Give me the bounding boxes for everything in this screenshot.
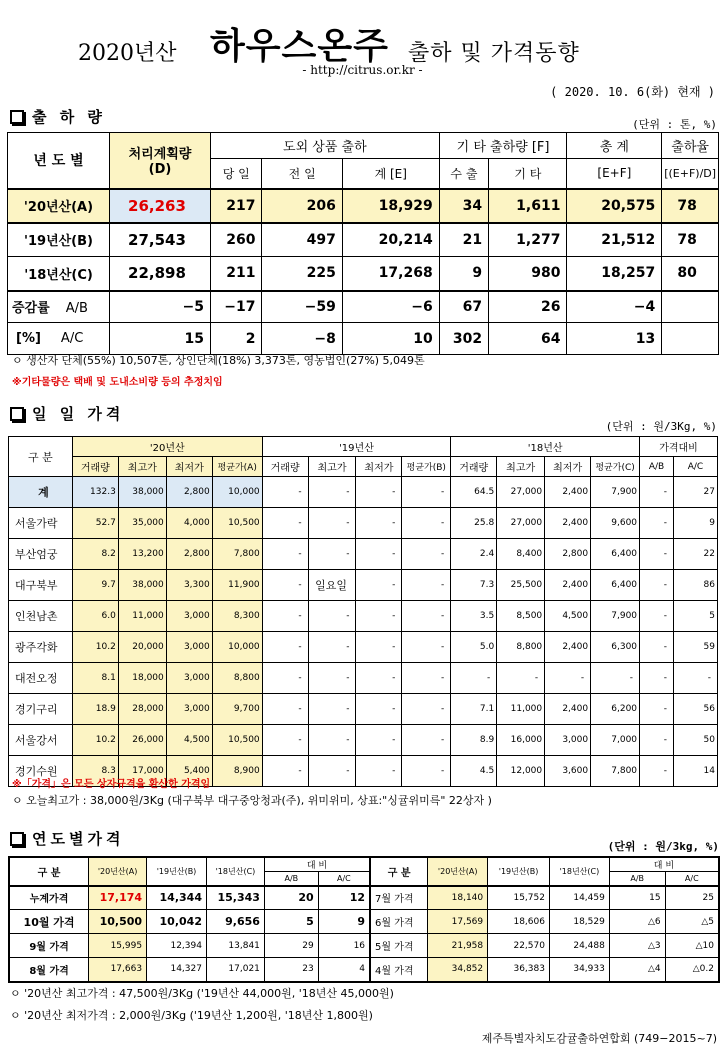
table-row: 대전오정 8.1 18,000 3,000 8,800 - - - - - - - - - - (9, 663, 718, 694)
daily-note: ㅇ 오늘최고가 : 38,000원/3Kg (대구북부 대구중앙청과(주), 위미위미, 상표:"싱귤위미륵" 22상자 ) (12, 794, 492, 807)
col-sum-sub: [E+F] (567, 159, 662, 189)
daily-note-red: ※「가격」은 모든 상자규격을 환산한 가격임 (12, 779, 211, 790)
site-url[interactable]: - http://citrus.or.kr - (302, 63, 423, 77)
col-y19: '19년산 (262, 437, 451, 457)
col-sum: 총 계 (567, 133, 662, 159)
col-compare: 가격대비 (640, 437, 718, 457)
checkbox-icon (10, 407, 24, 421)
daily-unit: (단위 : 원/3Kg, %) (605, 420, 717, 433)
shipment-note: ㅇ 생산자 단체(55%) 10,507톤, 상인단체(18%) 3,373톤, 영농법인(27%) 5,049톤 (12, 354, 425, 367)
page-title: 하우스온주 (210, 26, 389, 67)
table-row: '19년산(B) 27,543 260 497 20,214 21 1,277 21,512 78 (8, 223, 719, 257)
table-row: [%] A/C 15 2 −8 10 302 64 13 (8, 323, 719, 355)
title-subtitle: 출하 및 가격동향 (408, 41, 580, 66)
col-today: 당 일 (210, 159, 262, 189)
title-year: 2020년산 (78, 41, 177, 66)
col-y18: '18년산 (451, 437, 640, 457)
col-total: 계 [E] (342, 159, 439, 189)
col-etc: 기 타 (489, 159, 567, 189)
table-row: 10월 가격 10,500 10,042 9,656 5 9 6월 가격 17,569 18,606 18,529 △6 △5 (9, 910, 719, 934)
shipment-heading: 출 하 량 (10, 106, 106, 127)
footer-org: 제주특별자치도감귤출하연합회 (749−2015~7) (481, 1032, 717, 1045)
table-row: 광주각화 10.2 20,000 3,000 10,000 - - - - 5.0 8,800 2,400 6,300 - 59 (9, 632, 718, 663)
col-y20: '20년산 (72, 437, 262, 457)
report-date: ( 2020. 10. 6(화) 현재 ) (550, 85, 715, 99)
table-row: 경기수원 8.3 17,000 5,400 8,900 - - - - 4.5 12,000 3,600 7,800 - 14 (9, 756, 718, 787)
col-plan: 처리계획량 (D) (110, 133, 211, 189)
title-row (0, 12, 725, 67)
table-row: 계 132.3 38,000 2,800 10,000 - - - - 64.5 27,000 2,400 7,900 - 27 (9, 477, 718, 508)
shipment-unit: (단위 : 톤, %) (632, 118, 717, 131)
col-domestic: 도외 상품 출하 (210, 133, 439, 159)
table-row: 8월 가격 17,663 14,327 17,021 23 4 4월 가격 34,852 36,383 34,933 △4 △0.2 (9, 958, 719, 982)
table-row: 증감률 A/B −5 −17 −59 −6 67 26 −4 (8, 291, 719, 323)
table-row: 경기구리 18.9 28,000 3,000 9,700 - - - - 7.1 11,000 2,400 6,200 - 56 (9, 694, 718, 725)
col-other: 기 타 출하량 [F] (439, 133, 567, 159)
table-row: 인천남촌 6.0 11,000 3,000 8,300 - - - - 3.5 8,500 4,500 7,900 - 5 (9, 601, 718, 632)
col-export: 수 출 (439, 159, 488, 189)
shipment-note-red: ※기타물량은 택배 및 도내소비량 등의 추정치임 (12, 377, 223, 388)
table-row: '20년산(A) 26,263 217 206 18,929 34 1,611 20,575 78 (8, 189, 719, 223)
yearly-table: 구 분 '20년산(A) '19년산(B) '18년산(C) 대 비 구 분 '20년산(A) '19년산(B) '18년산(C) 대 비 A/B A/C A/B A/C 누계가격 17,174 14,344 15,343 20 12 7월 가격 18,140 15,752 14,459 15 25 10월 가격 10,500 10,042 9,656 5 9 6월 가격 17,569 18,606 18,529 △6 △5 9월 가격 15,995 12,394 13,841 29 16 5월 가격 21,958 22,570 24,488 △3 △10 8월 가격 17,663 14,327 17,021 23 4 4월 가격 34,852 36,383 34,933 △4 △0.2 (8, 856, 720, 983)
daily-table: 구 분 '20년산 '19년산 '18년산 가격대비 거래량 최고가 최저가 평균가(A) 거래량 최고가 최저가 평균가(B) 거래량 최고가 최저가 평균가(C) A/B A/C 계 132.3 38,000 2,800 10,000 - - - - 64.5 27,000 2,400 7,900 - 27 서울가락 52.7 35,000 4,000 10,500 - - - - 25.8 27,000 2,400 9,600 - 9 부산엄궁 8.2 13,200 2,800 7,800 - - - - 2.4 8,400 2,800 6,400 - 22 대구북부 9.7 38,000 3,300 11,900 - 일요일 - - 7.3 25,500 2,400 6,400 - 86 인천남촌 6.0 11,000 3,000 8,300 - - - - 3.5 8,500 4,500 7,900 - 5 광주각화 10.2 20,000 3,000 10,000 - - - - 5.0 8,800 2,400 6,300 - 59 대전오정 8.1 18,000 3,000 8,800 - - - - - - - - - - 경기구리 18.9 28,000 3,000 9,700 - - - - 7.1 11,000 2,400 6,200 - 56 서울강서 10.2 26,000 4,500 10,500 - - - - 8.9 16,000 3,000 7,000 - 50 경기수원 8.3 17,000 5,400 8,900 - - - - 4.5 12,000 3,600 7,800 - 14 (8, 436, 718, 787)
col-division: 구 분 (9, 437, 73, 477)
col-rate-sub: [(E+F)/D] (662, 159, 719, 189)
yearly-unit: (단위 : 원/3kg, %) (607, 840, 719, 853)
table-row: 서울가락 52.7 35,000 4,000 10,500 - - - - 25.8 27,000 2,400 9,600 - 9 (9, 508, 718, 539)
yearly-note-high: ㅇ '20년산 최고가격 : 47,500원/3Kg ('19년산 44,000원, '18년산 45,000원) (10, 987, 394, 1000)
daily-heading: 일 일 가격 (10, 403, 124, 424)
table-row: 9월 가격 15,995 12,394 13,841 29 16 5월 가격 21,958 22,570 24,488 △3 △10 (9, 934, 719, 958)
shipment-table (7, 132, 719, 355)
table-row: 누계가격 17,174 14,344 15,343 20 12 7월 가격 18,140 15,752 14,459 15 25 (9, 886, 719, 910)
table-row: 서울강서 10.2 26,000 4,500 10,500 - - - - 8.9 16,000 3,000 7,000 - 50 (9, 725, 718, 756)
table-row: 대구북부 9.7 38,000 3,300 11,900 - 일요일 - - 7.3 25,500 2,400 6,400 - 86 (9, 570, 718, 601)
col-rate: 출하율 (662, 133, 719, 159)
checkbox-icon (10, 110, 24, 124)
table-row: 부산엄궁 8.2 13,200 2,800 7,800 - - - - 2.4 8,400 2,800 6,400 - 22 (9, 539, 718, 570)
checkbox-icon (10, 832, 24, 846)
yearly-note-low: ㅇ '20년산 최저가격 : 2,000원/3Kg ('19년산 1,200원, '18년산 1,800원) (10, 1009, 373, 1022)
col-year: 년 도 별 (8, 133, 110, 189)
table-row: '18년산(C) 22,898 211 225 17,268 9 980 18,257 80 (8, 257, 719, 291)
col-prev: 전 일 (262, 159, 342, 189)
yearly-heading: 연도별가격 (10, 828, 124, 849)
